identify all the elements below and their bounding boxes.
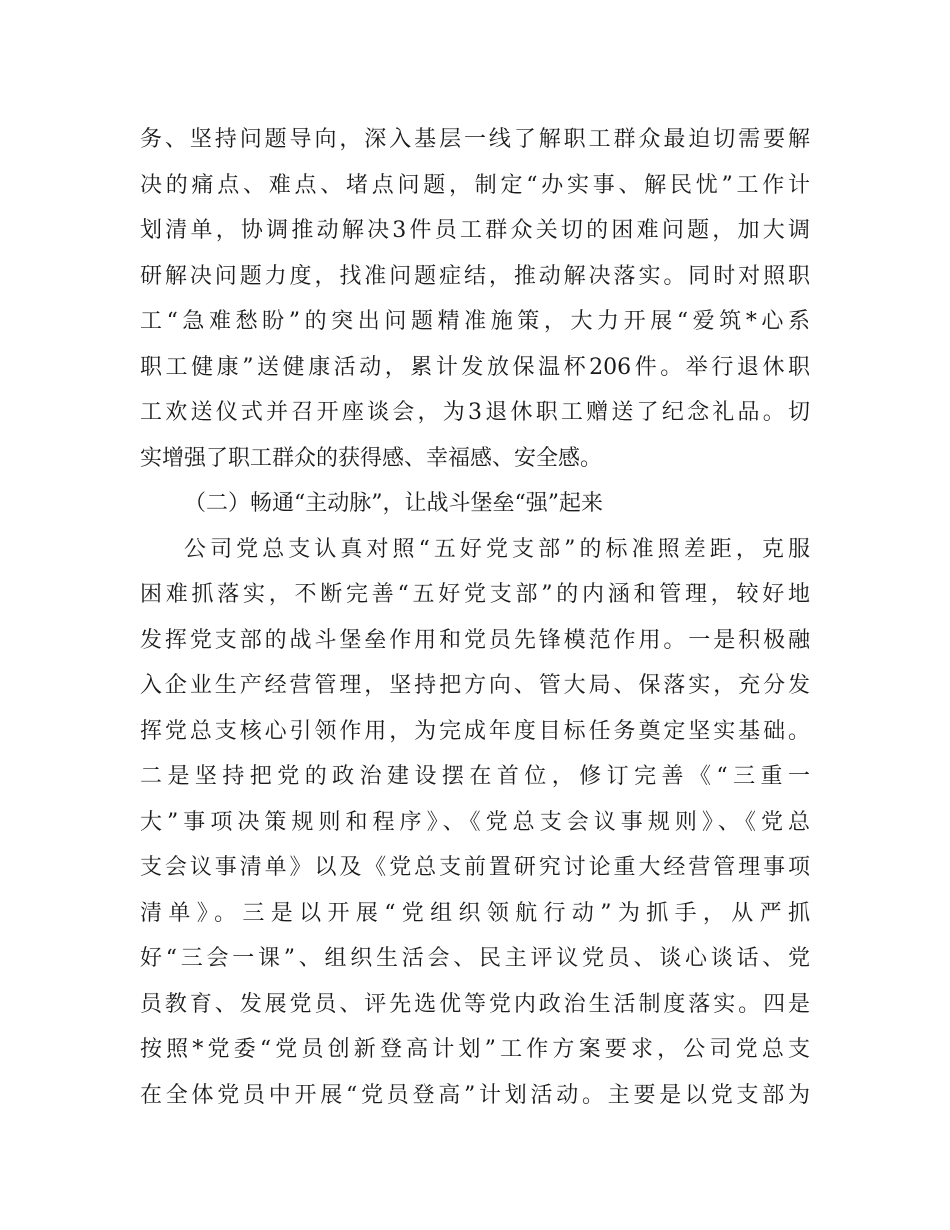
paragraph-line: 清单》。三是以开展“党组织领航行动”为抓手，从严抓 [140, 900, 810, 926]
paragraph-line: 工“急难愁盼”的突出问题精准施策，大力开展“爱筑*心系 [140, 309, 810, 334]
paragraph-line: 发挥党支部的战斗堡垒作用和党员先锋模范作用。一是积极融 [140, 627, 810, 653]
paragraph-line: 划清单，协调推动解决3件员工群众关切的困难问题，加大调 [140, 218, 810, 243]
paragraph-line: 入企业生产经营管理，坚持把方向、管大局、保落实，充分发 [140, 673, 810, 698]
paragraph-line: 决的痛点、难点、堵点问题，制定“办实事、解民忧”工作计 [140, 172, 810, 198]
paragraph-line: 按照*党委“党员创新登高计划”工作方案要求，公司党总支 [140, 1037, 810, 1062]
paragraph-line: 务、坚持问题导向，深入基层一线了解职工群众最迫切需要解 [140, 127, 810, 152]
paragraph-line: 二是坚持把党的政治建设摆在首位，修订完善《“三重一 [140, 764, 810, 789]
paragraph-line: 困难抓落实，不断完善“五好党支部”的内涵和管理，较好地 [140, 582, 810, 607]
paragraph-line: 实增强了职工群众的获得感、幸福感、安全感。 [140, 445, 603, 471]
paragraph-line: 员教育、发展党员、评先选优等党内政治生活制度落实。四是 [140, 991, 810, 1017]
paragraph-line: 挥党总支核心引领作用，为完成年度目标任务奠定坚实基础。 [140, 718, 810, 744]
paragraph-line: 大”事项决策规则和程序》、《党总支会议事规则》、《党总 [140, 809, 810, 835]
paragraph-line: 工欢送仪式并召开座谈会，为3退休职工赠送了纪念礼品。切 [140, 400, 810, 425]
section-heading: （二）畅通“主动脉”，让战斗堡垒“强”起来 [184, 491, 603, 516]
paragraph-continued [140, 117, 810, 1118]
paragraph-line: 职工健康”送健康活动，累计发放保温杯206件。举行退休职 [140, 354, 810, 380]
paragraph-line: 在全体党员中开展“党员登高”计划活动。主要是以党支部为 [140, 1082, 810, 1108]
paragraph-line: 研解决问题力度，找准问题症结，推动解决落实。同时对照职 [140, 263, 810, 289]
paragraph-line: 公司党总支认真对照“五好党支部”的标准照差距，克服 [184, 536, 810, 562]
paragraph-line: 支会议事清单》以及《党总支前置研究讨论重大经营管理事项 [140, 855, 810, 880]
paragraph-line: 好“三会一课”、组织生活会、民主评议党员、谈心谈话、党 [140, 946, 810, 971]
